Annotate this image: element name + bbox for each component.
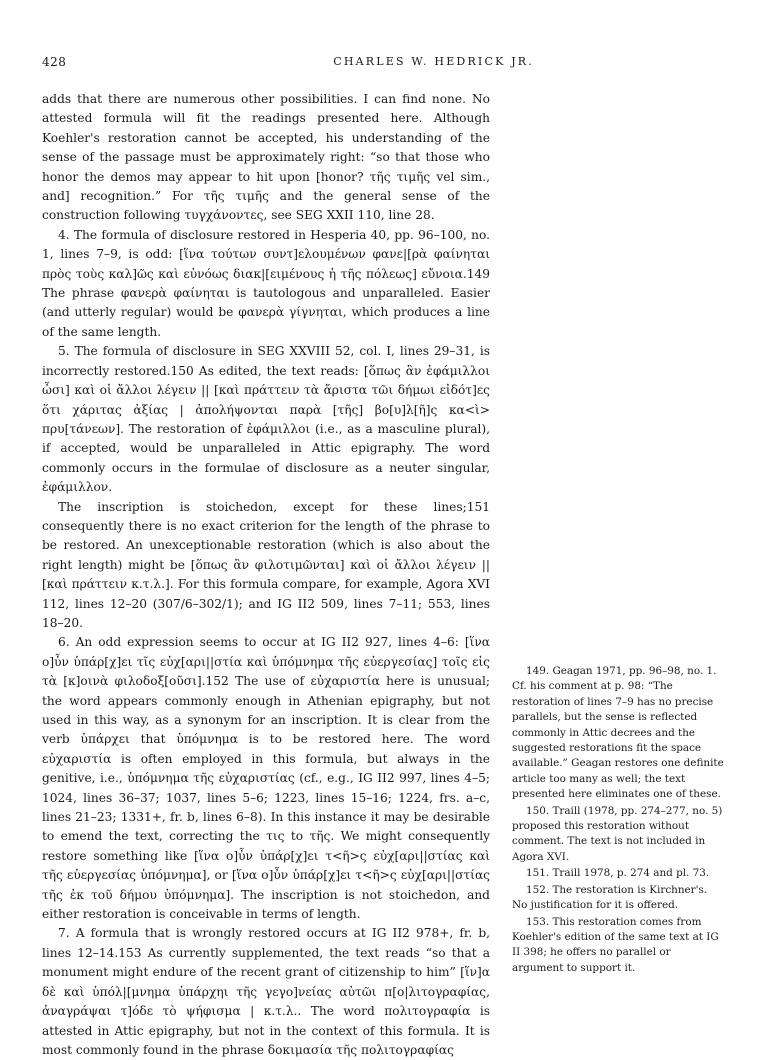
footnote: 152. The restoration is Kirchner's. No justification for it is offered. — [512, 883, 708, 912]
page-number: 428 — [42, 55, 67, 69]
footnotes-column — [512, 664, 724, 977]
footnote: 153. This restoration comes from Koehler's edition of the same text at IG II 398; he offers no parallel or argument to support it. — [512, 915, 719, 974]
body-paragraph: 7. A formula that is wrongly restored occurs at IG II2 978+, fr. b, lines 12–14.153 As currently supplemented, the text reads “so that a monument might endure of the recent grant of citizenship to him” [ἵν]α δὲ καὶ ὑπόλ|[μνημα ὑπάρχηι τῆς γεγο]νείας αὐτῶι π[ο|λιτογραφίας, ἀναγράψαι τ]όδε τὸ ψήφισμα | κ.τ.λ.. The word πολιτογραφία is attested in Attic epigraphy, but not in the context of this formula. It is most commonly found in the phrase δοκιμασία τῆς πολιτογραφίας — [42, 926, 490, 1057]
footnote: 149. Geagan 1971, pp. 96–98, no. 1. Cf. his comment at p. 98: “The restoration of lines 7–9 has no precise parallels, but the sense is reflected commonly in Attic decrees and the suggested restorations fit the space available.” Geagan restores one definite article too many as well; the text presented here eliminates one of these. — [512, 665, 724, 801]
footnote: 151. Traill 1978, p. 274 and pl. 73. — [526, 867, 710, 880]
body-paragraph: The inscription is stoichedon, except for these lines;151 consequently there is no exact criterion for the length of the phrase to be restored. An unexceptionable restoration (which is also about the right length) might be [ὅπως ἂν φιλοτιμῶνται] καὶ οἱ ἄλλοι λέγειν || [καὶ πράττειν κ.τ.λ.]. For this formula compare, for example, Agora XVI 112, lines 12–20 (307/6–302/1); and IG II2 509, lines 7–11; 553, lines 18–20. — [42, 499, 490, 630]
main-text-column — [42, 90, 490, 1060]
body-paragraph: adds that there are numerous other possibilities. I can find none. No attested formula will fit the readings presented here. Although Koehler's restoration cannot be accepted, his understanding of the sense of the passage must be approximately right: “so that those who honor the demos may appear to hit upon [honor? τῆς τιμῆς vel sim., and] recognition.” For τῆς τιμῆς and the general sense of the construction following τυγχάνοντες, see SEG XXII 110, line 28. — [42, 92, 490, 223]
body-paragraph: 4. The formula of disclosure restored in Hesperia 40, pp. 96–100, no. 1, lines 7–9, is odd: [ἵνα τούτων συντ]ελουμένων φανε|[ρὰ φαίνηται πρὸς τοὺς καλ]ῶς καὶ εὐνόως διακ|[ειμένους ἡ τῆς πόλεως] εὔνοια.149 The phrase φανερὰ φαίνηται is tautologous and unparalleled. Easier (and utterly regular) would be φανερὰ γίγνηται, which produces a line of the same length. — [42, 227, 490, 339]
body-paragraph: 5. The formula of disclosure in SEG XXVIII 52, col. I, lines 29–31, is incorrectly restored.150 As edited, the text reads: [ὅπως ἂν ἐφάμιλλοι ὦσι] καὶ οἱ ἄλλοι λέγειν || [καὶ πράττειν τὰ ἄριστα τῶι δήμωι εἰδότ]ες ὅτι χάριτας ἀξίας | ἀπολήψονται παρὰ [τῆς] βο[υ]λ[ῆ]ς κα<ὶ> πρυ[τάνεων]. The restoration of ἐφάμιλλοι (i.e., as a masculine plural), if accepted, would be unparalleled in Attic epigraphy. The word commonly occurs in the formulae of disclosure as a neuter singular, ἐφάμιλλον. — [42, 344, 490, 495]
body-paragraph: 6. An odd expression seems to occur at IG II2 927, lines 4–6: [ἵνα ο]ὖν ὑπάρ[χ]ει τῖς εὐχ[αρι||στία καὶ ὑπόμνημα τῆς εὐεργεσίας] τοῖς εἰς τὰ [κ]οινὰ φιλοδοξ[οῦσι].152 The use of εὐχαριστία here is unusual; the word appears commonly enough in Athenian epigraphy, but not used in this way, as a synonym for an inscription. It is clear from the verb ὑπάρχει that ὑπόμνημα is to be restored here. The word εὐχαριστία is often employed in this formula, but always in the genitive, i.e., ὑπόμνημα τῆς εὐχαριστίας (cf., e.g., IG II2 997, lines 4–5; 1024, lines 36–37; 1037, lines 5–6; 1223, lines 15–16; 1224, frs. a–c, lines 21–23; 1331+, fr. b, lines 6–8). In this instance it may be desirable to emend the text, correcting the τις to τῆς. We might consequently restore something like [ἵνα ο]ὖν ὑπάρ[χ]ει τ<ῆ>ς εὐχ[αρι||στίας καὶ τῆς εὐεργεσίας ὑπόμνημα], or [ἵνα ο]ὖν ὑπάρ[χ]ει τ<ῆ>ς εὐχ[αρι||στίας τῆς ἐκ τοῦ δήμου ὑπόμνημα]. The inscription is not stoichedon, and either restoration is conceivable in terms of length. — [42, 635, 490, 922]
footnote: 150. Traill (1978, pp. 274–277, no. 5) proposed this restoration without comment. The text is not included in Agora XVI. — [512, 804, 723, 863]
running-head: CHARLES W. HEDRICK JR. — [333, 55, 534, 68]
